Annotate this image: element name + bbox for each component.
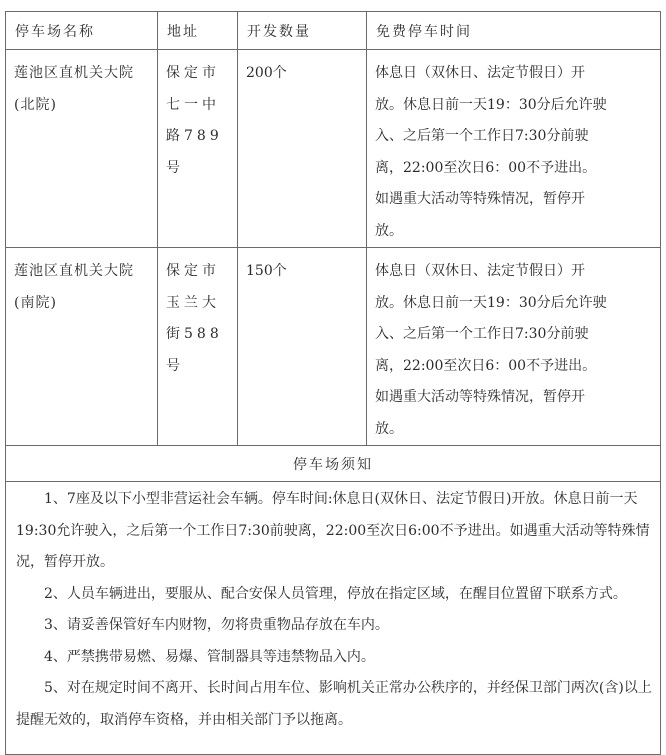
free-time-line: 体息日（双休日、法定节假日）开	[375, 65, 585, 81]
parking-name-line: 莲池区直机关大院	[14, 263, 134, 279]
parking-name-cell	[6, 50, 158, 248]
free-time-line: 入、之后第一个工作日7:30分前驶	[375, 128, 589, 144]
free-time-line: 入、之后第一个工作日7:30分前驶	[375, 326, 589, 342]
header-free-time: 免费停车时间	[367, 12, 661, 50]
free-time-line: 放。休息日前一天19：30分后允许驶	[375, 294, 607, 311]
free-time-line: 如遇重大活动等特殊情况，暂停开	[375, 389, 585, 405]
parking-name-line: (北院)	[14, 96, 57, 113]
address-line: 保定市	[166, 65, 220, 81]
table-row	[6, 50, 661, 248]
free-time-cell	[367, 50, 661, 248]
notice-body	[6, 482, 661, 755]
free-time-line: 离，22:00至次日6：00不予进出。	[375, 357, 597, 374]
count-cell	[238, 248, 367, 446]
open-count: 150个	[246, 263, 287, 279]
free-time-line: 放。	[375, 420, 403, 437]
address-cell	[158, 50, 238, 248]
notice-item: 2、人员车辆进出，要服从、配合安保人员管理，停放在指定区域，在醒目位置留下联系方式。	[44, 585, 627, 602]
free-time-line: 放。	[375, 222, 403, 239]
parking-name-line: (南院)	[14, 294, 57, 311]
header-parking-name: 停车场名称	[6, 12, 158, 50]
address-line: 保定市	[166, 263, 220, 279]
address-line: 路789号	[166, 128, 223, 176]
notice-item: 4、严禁携带易燃、易爆、管制器具等违禁物品入内。	[44, 648, 375, 665]
free-time-line: 体息日（双休日、法定节假日）开	[375, 263, 585, 279]
address-line: 街588号	[166, 326, 223, 374]
parking-name-line: 莲池区直机关大院	[14, 65, 134, 81]
free-time-cell	[367, 248, 661, 446]
notice-title: 停车场须知	[6, 446, 661, 482]
notice-title-row	[6, 446, 661, 482]
table-row	[6, 248, 661, 446]
free-time-line: 如遇重大活动等特殊情况，暂停开	[375, 191, 585, 207]
open-count: 200个	[246, 65, 287, 81]
address-line: 玉兰大	[166, 294, 220, 311]
parking-info-table	[5, 11, 661, 755]
parking-info-table-frame	[5, 11, 660, 735]
free-time-line: 放。休息日前一天19：30分后允许驶	[375, 96, 607, 113]
header-address: 地址	[158, 12, 238, 50]
address-cell	[158, 248, 238, 446]
notice-item: 3、请妥善保管好车内财物，勿将贵重物品存放在车内。	[44, 617, 389, 633]
notice-item: 1、7座及以下小型非营运社会车辆。停车时间:休息日(双休日、法定节假日)开放。休息日前一天19:30允许驶入，之后第一个工作日7:30前驶离，22:00至次日6:00不予进出。如遇重大活动等特殊情况，暂停开放。	[16, 491, 650, 570]
table-header-row	[6, 12, 661, 50]
notice-item: 5、对在规定时间不离开、长时间占用车位、影响机关正常办公秩序的，并经保卫部门两次(含)以上提醒无效的，取消停车资格，并由相关部门予以拖离。	[16, 680, 652, 728]
address-line: 七一中	[166, 96, 220, 113]
header-open-count: 开发数量	[238, 12, 367, 50]
free-time-line: 离，22:00至次日6：00不予进出。	[375, 159, 597, 176]
notice-row	[6, 482, 661, 755]
parking-name-cell	[6, 248, 158, 446]
count-cell	[238, 50, 367, 248]
